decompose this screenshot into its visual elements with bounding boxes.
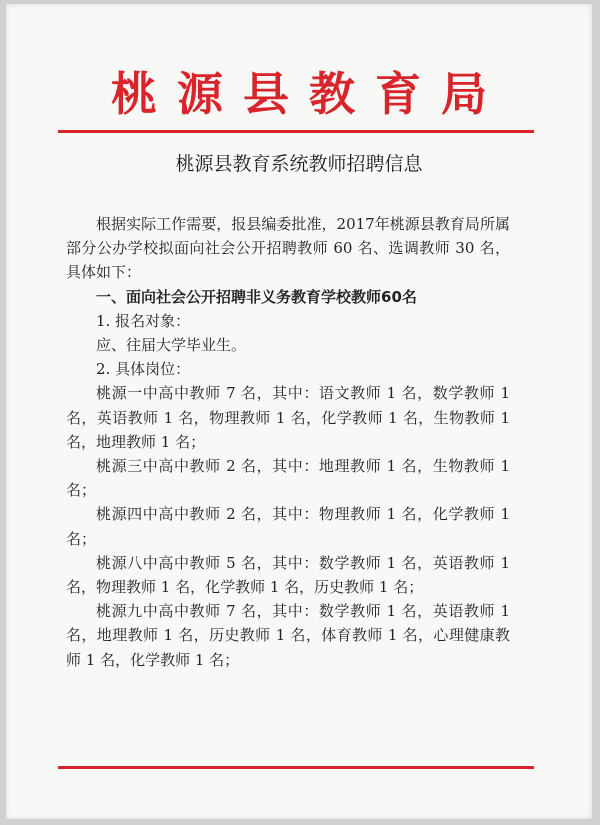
section-heading: 一、面向社会公开招聘非义务教育学校教师60名 [96,287,417,306]
position-paragraph: 桃源四中高中教师 2 名，其中：物理教师 1 名，化学教师 1 名； [66,505,510,548]
position-paragraph: 桃源三中高中教师 2 名，其中：地理教师 1 名，生物教师 1 名； [66,457,510,500]
issuer-header: 桃源县教育局 [111,67,507,121]
red-divider-bottom [58,766,534,769]
red-divider-top [58,130,534,133]
position-paragraph: 桃源八中高中教师 5 名，其中：数学教师 1 名，英语教师 1 名，物理教师 1 名，化学教师 1 名，历史教师 1 名； [66,553,510,597]
document-title: 桃源县教育系统教师招聘信息 [175,153,423,175]
position-paragraph: 桃源一中高中教师 7 名，其中：语文教师 1 名，数学教师 1 名，英语教师 1 名，物理教师 1 名，化学教师 1 名，生物教师 1 名，地理教师 1 名； [66,384,510,451]
paragraph: 应、往届大学毕业生。 [96,336,247,355]
sub-heading-applicants: 1. 报名对象： [96,311,191,330]
document-body [66,212,510,672]
sub-heading-positions: 2. 具体岗位： [96,360,191,379]
document-page [6,4,592,819]
position-paragraph: 桃源九中高中教师 7 名，其中：数学教师 1 名，英语教师 1 名，地理教师 1 名，历史教师 1 名，体育教师 1 名，心理健康教师 1 名，化学教师 1 名； [66,602,510,669]
intro-paragraph: 根据实际工作需要，报县编委批准，2017年桃源县教育局所属部分公办学校拟面向社会公开招聘教师 60 名、选调教师 30 名，具体如下： [66,215,510,282]
